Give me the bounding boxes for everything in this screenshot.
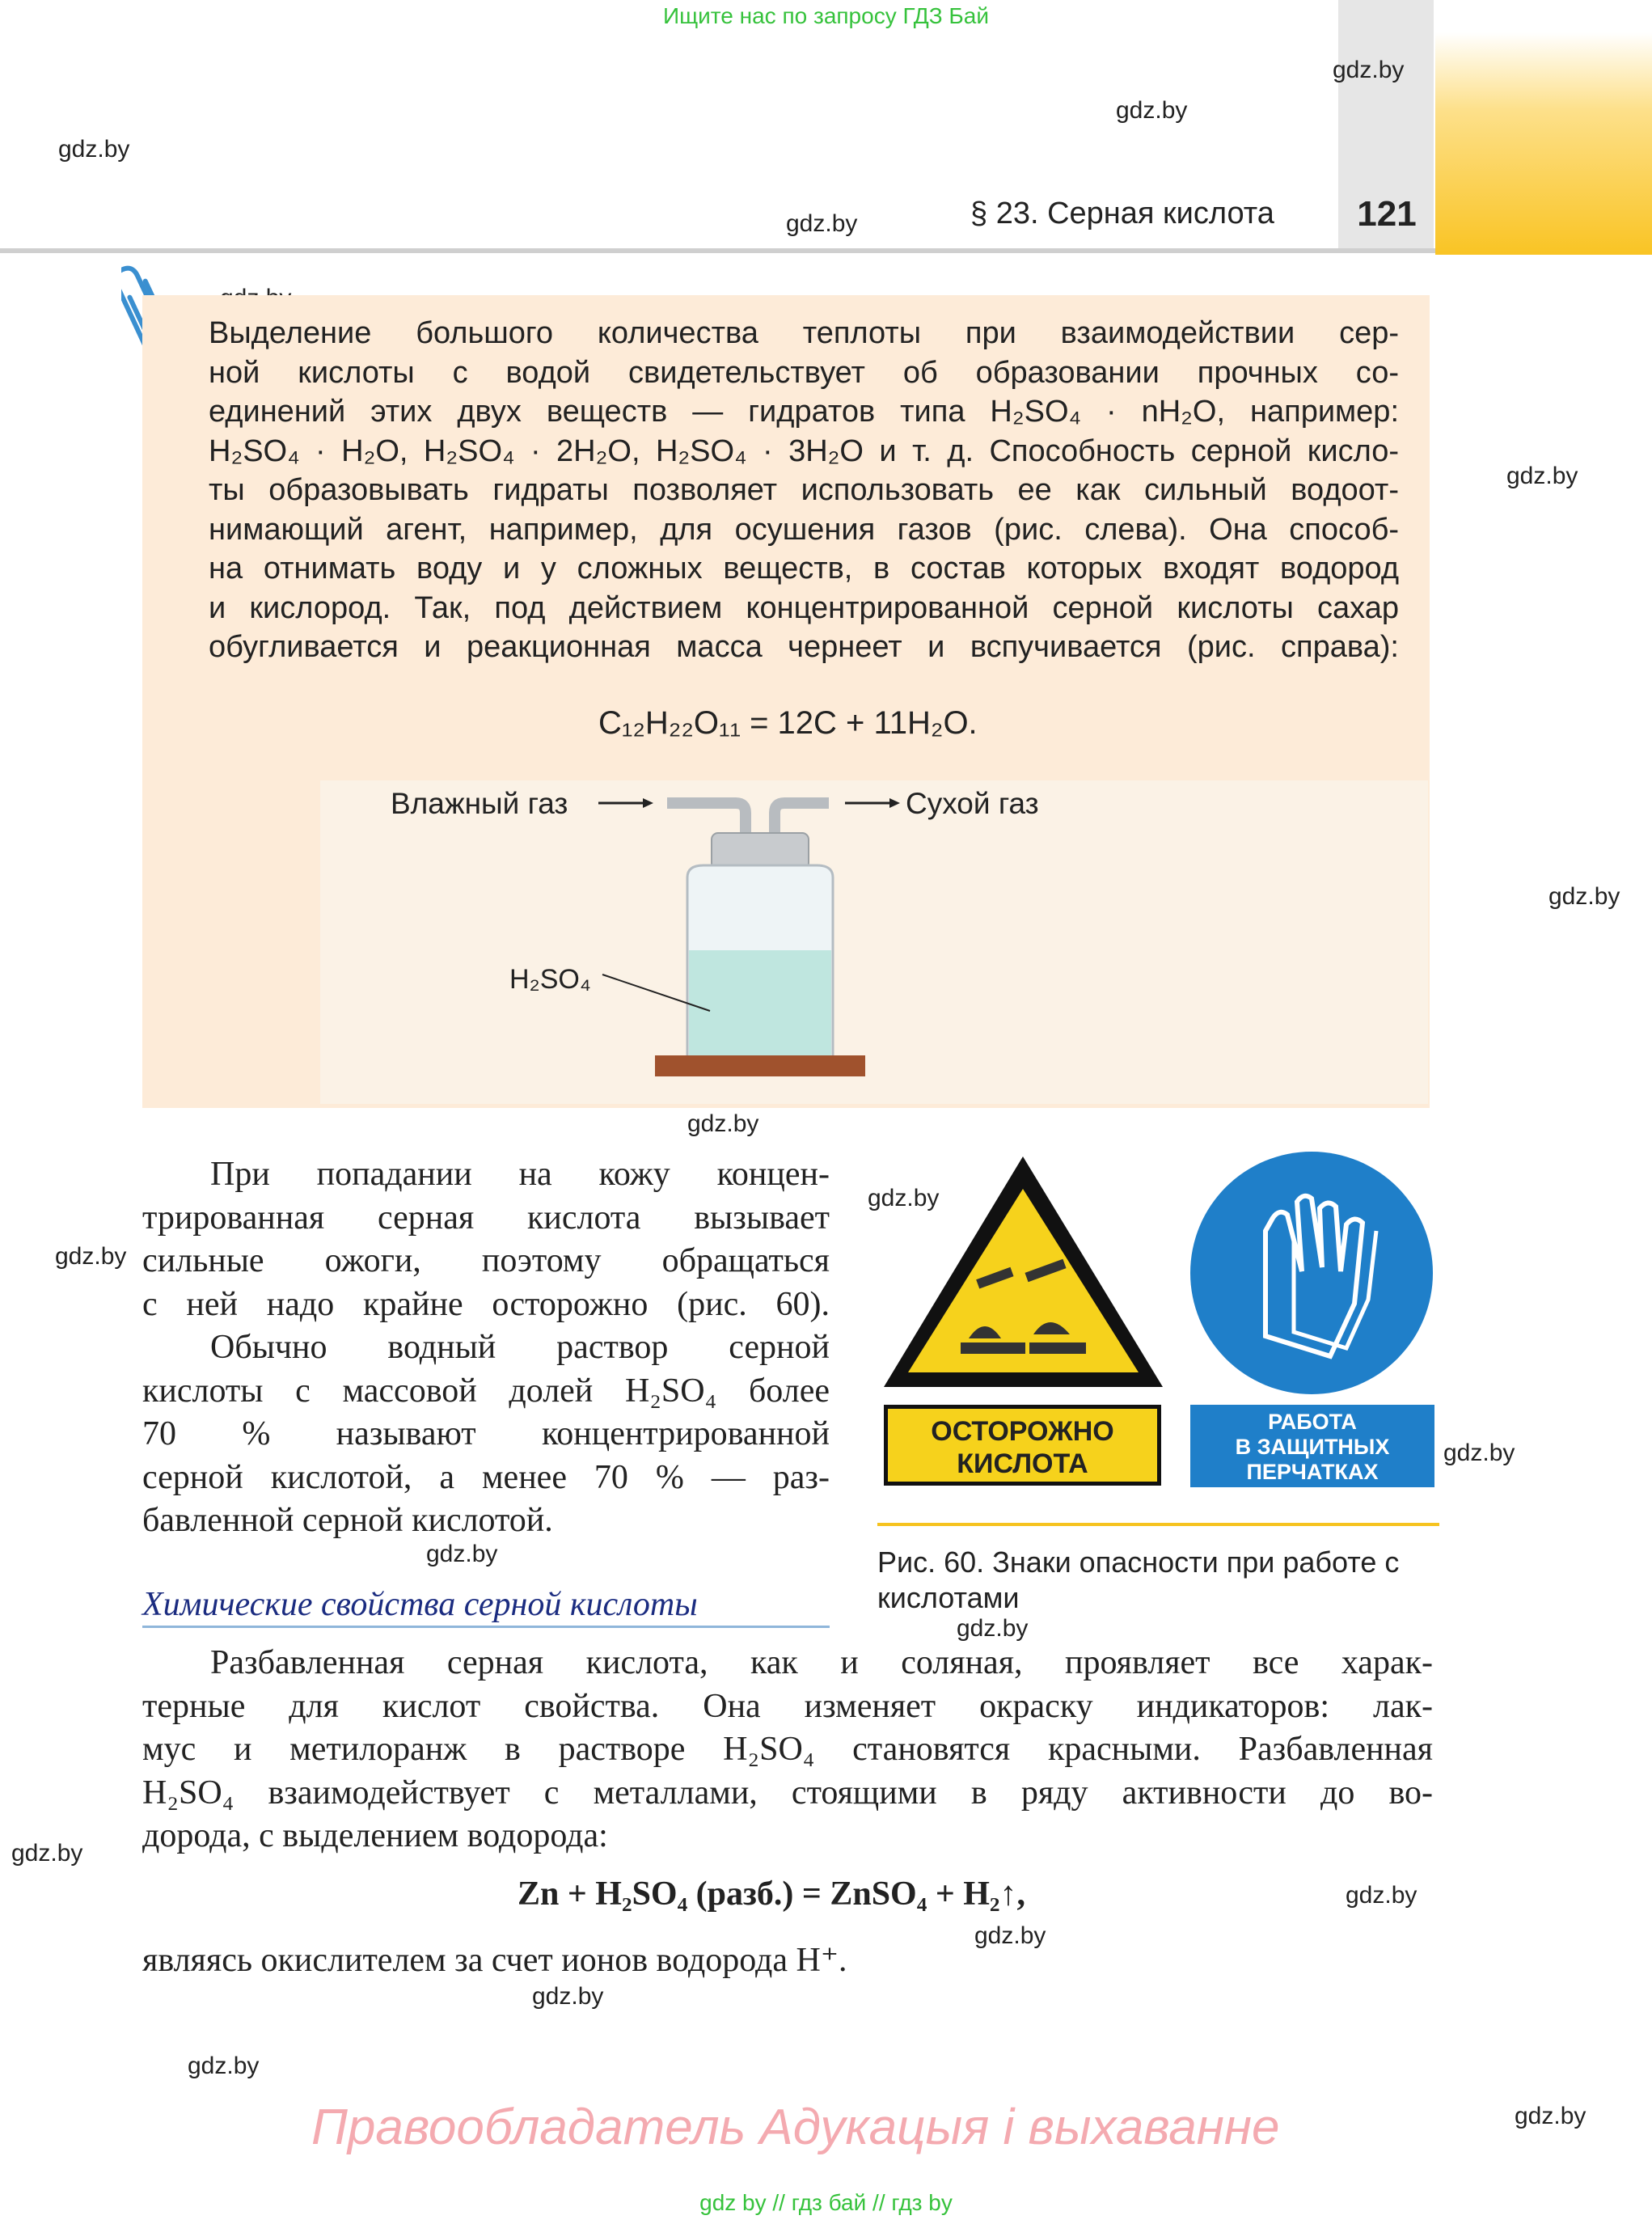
gloves-text-line: ПЕРЧАТКАХ bbox=[1246, 1460, 1379, 1484]
watermark: gdz.by bbox=[1515, 2103, 1587, 2129]
corner-gradient bbox=[1435, 32, 1652, 255]
watermark: gdz.by bbox=[188, 2053, 260, 2079]
copyright-notice: Правообладатель Адукацыя і выхаванне bbox=[311, 2099, 1280, 2155]
text-line: обугливается и реакционная масса чернеет и вспучивается (рис. справа): bbox=[209, 630, 1399, 664]
info-box-text bbox=[209, 314, 1399, 667]
section-heading: Химические свойства серной кислоты bbox=[142, 1585, 830, 1628]
text-line: бавленной серной кислотой. bbox=[142, 1502, 553, 1539]
text-line: кислоты с массовой долей H₂SO₄ более bbox=[142, 1372, 830, 1410]
text-line: H₂SO₄ взаимодействует с металлами, стоящими в ряду активности до во- bbox=[142, 1774, 1433, 1812]
top-banner[interactable]: Ищите нас по запросу ГДЗ Бай bbox=[662, 3, 990, 28]
text-line: сильные ожоги, поэтому обращаться bbox=[142, 1242, 830, 1279]
text-line: нимающий агент, например, для осушения газов (рис. слева). Она способ- bbox=[209, 512, 1399, 547]
body-paragraph-3: являясь окислителем за счет ионов водорода H⁺. bbox=[142, 1942, 847, 1979]
watermark: gdz.by bbox=[426, 1541, 498, 1567]
figure-caption bbox=[877, 1545, 1451, 1616]
text-line: на отнимать воду и у сложных веществ, в состав которых входят водород bbox=[209, 552, 1399, 586]
gas-washing-bottle-illustration bbox=[566, 789, 1051, 1080]
watermark: gdz.by bbox=[532, 1983, 604, 2010]
watermark: gdz.by bbox=[1346, 1882, 1418, 1909]
text-line: ной кислоты с водой свидетельствует об образовании прочных со- bbox=[209, 355, 1399, 390]
text-line: с ней надо крайне осторожно (рис. 60). bbox=[142, 1285, 830, 1323]
acid-label: H₂SO₄ bbox=[509, 964, 591, 995]
text-line: мус и метилоранж в растворе H₂SO₄ становятся красными. Разбавленная bbox=[142, 1731, 1433, 1768]
text-line: 70 % называют концентрированной bbox=[142, 1415, 830, 1452]
watermark: gdz.by bbox=[1443, 1440, 1515, 1466]
watermark: gdz.by bbox=[1548, 883, 1620, 910]
sugar-formula: C₁₂H₂₂O₁₁ = 12C + 11H₂O. bbox=[598, 705, 978, 741]
gloves-text-line: РАБОТА bbox=[1268, 1410, 1357, 1434]
gloves-sign-icon bbox=[1189, 1150, 1435, 1397]
caption-line: Рис. 60. Знаки опасности при работе с bbox=[877, 1545, 1400, 1579]
bottom-links[interactable]: gdz by // гдз бай // гдз by bbox=[699, 2190, 953, 2215]
text-line: и кислород. Так, под действием концентрированной серной кислоты сахар bbox=[209, 590, 1399, 625]
acid-warning-label bbox=[884, 1405, 1161, 1486]
header-divider bbox=[0, 248, 1435, 253]
watermark: gdz.by bbox=[868, 1185, 940, 1211]
zinc-reaction-equation: Zn + H₂SO₄ (разб.) = ZnSO₄ + H₂↑, bbox=[518, 1875, 1026, 1913]
body-paragraph-2 bbox=[142, 1642, 1433, 1858]
wet-gas-label: Влажный газ bbox=[391, 787, 568, 820]
body-paragraph-1 bbox=[142, 1153, 830, 1543]
section-title: § 23. Серная кислота bbox=[970, 197, 1274, 230]
watermark: gdz.by bbox=[55, 1243, 127, 1270]
text-line: Выделение большого количества теплоты при взаимодействии сер- bbox=[209, 316, 1399, 350]
text-line: единений этих двух веществ — гидратов типа H₂SO₄ · nH₂O, например: bbox=[209, 395, 1399, 429]
watermark: gdz.by bbox=[58, 136, 130, 163]
watermark: gdz.by bbox=[687, 1110, 759, 1137]
acid-warning-sign-icon bbox=[880, 1152, 1167, 1395]
watermark: gdz.by bbox=[974, 1922, 1046, 1949]
watermark: gdz.by bbox=[1506, 463, 1578, 489]
warning-text-line: ОСТОРОЖНО bbox=[931, 1416, 1114, 1447]
text-line: H₂SO₄ · H₂O, H₂SO₄ · 2H₂O, H₂SO₄ · 3H₂O и т. д. Способность серной кисло- bbox=[209, 433, 1399, 468]
page-number: 121 bbox=[1357, 194, 1417, 234]
watermark: gdz.by bbox=[786, 210, 858, 237]
warning-text-line: КИСЛОТА bbox=[957, 1448, 1088, 1479]
text-line: ты образовывать гидраты позволяет использовать ее как сильный водоот- bbox=[209, 473, 1399, 507]
text-line: Обычно водный раствор серной bbox=[210, 1329, 830, 1366]
caption-line: кислотами bbox=[877, 1581, 1020, 1614]
text-line: дорода, с выделением водорода: bbox=[142, 1817, 608, 1854]
text-line: трированная серная кислота вызывает bbox=[142, 1199, 830, 1237]
dry-gas-label: Сухой газ bbox=[906, 787, 1039, 820]
caption-divider bbox=[877, 1523, 1439, 1526]
text-line: Разбавленная серная кислота, как и соляная, проявляет все харак- bbox=[210, 1644, 1433, 1681]
watermark: gdz.by bbox=[957, 1615, 1029, 1642]
gloves-text-line: В ЗАЩИТНЫХ bbox=[1235, 1435, 1390, 1459]
gloves-label bbox=[1190, 1405, 1434, 1487]
text-line: серной кислотой, а менее 70 % — раз- bbox=[142, 1458, 830, 1496]
watermark: gdz.by bbox=[11, 1840, 83, 1867]
watermark: gdz.by bbox=[1333, 57, 1405, 83]
watermark: gdz.by bbox=[1116, 97, 1188, 124]
text-line: терные для кислот свойства. Она изменяет окраску индикаторов: лак- bbox=[142, 1687, 1433, 1725]
text-line: При попадании на кожу концен- bbox=[210, 1156, 830, 1193]
